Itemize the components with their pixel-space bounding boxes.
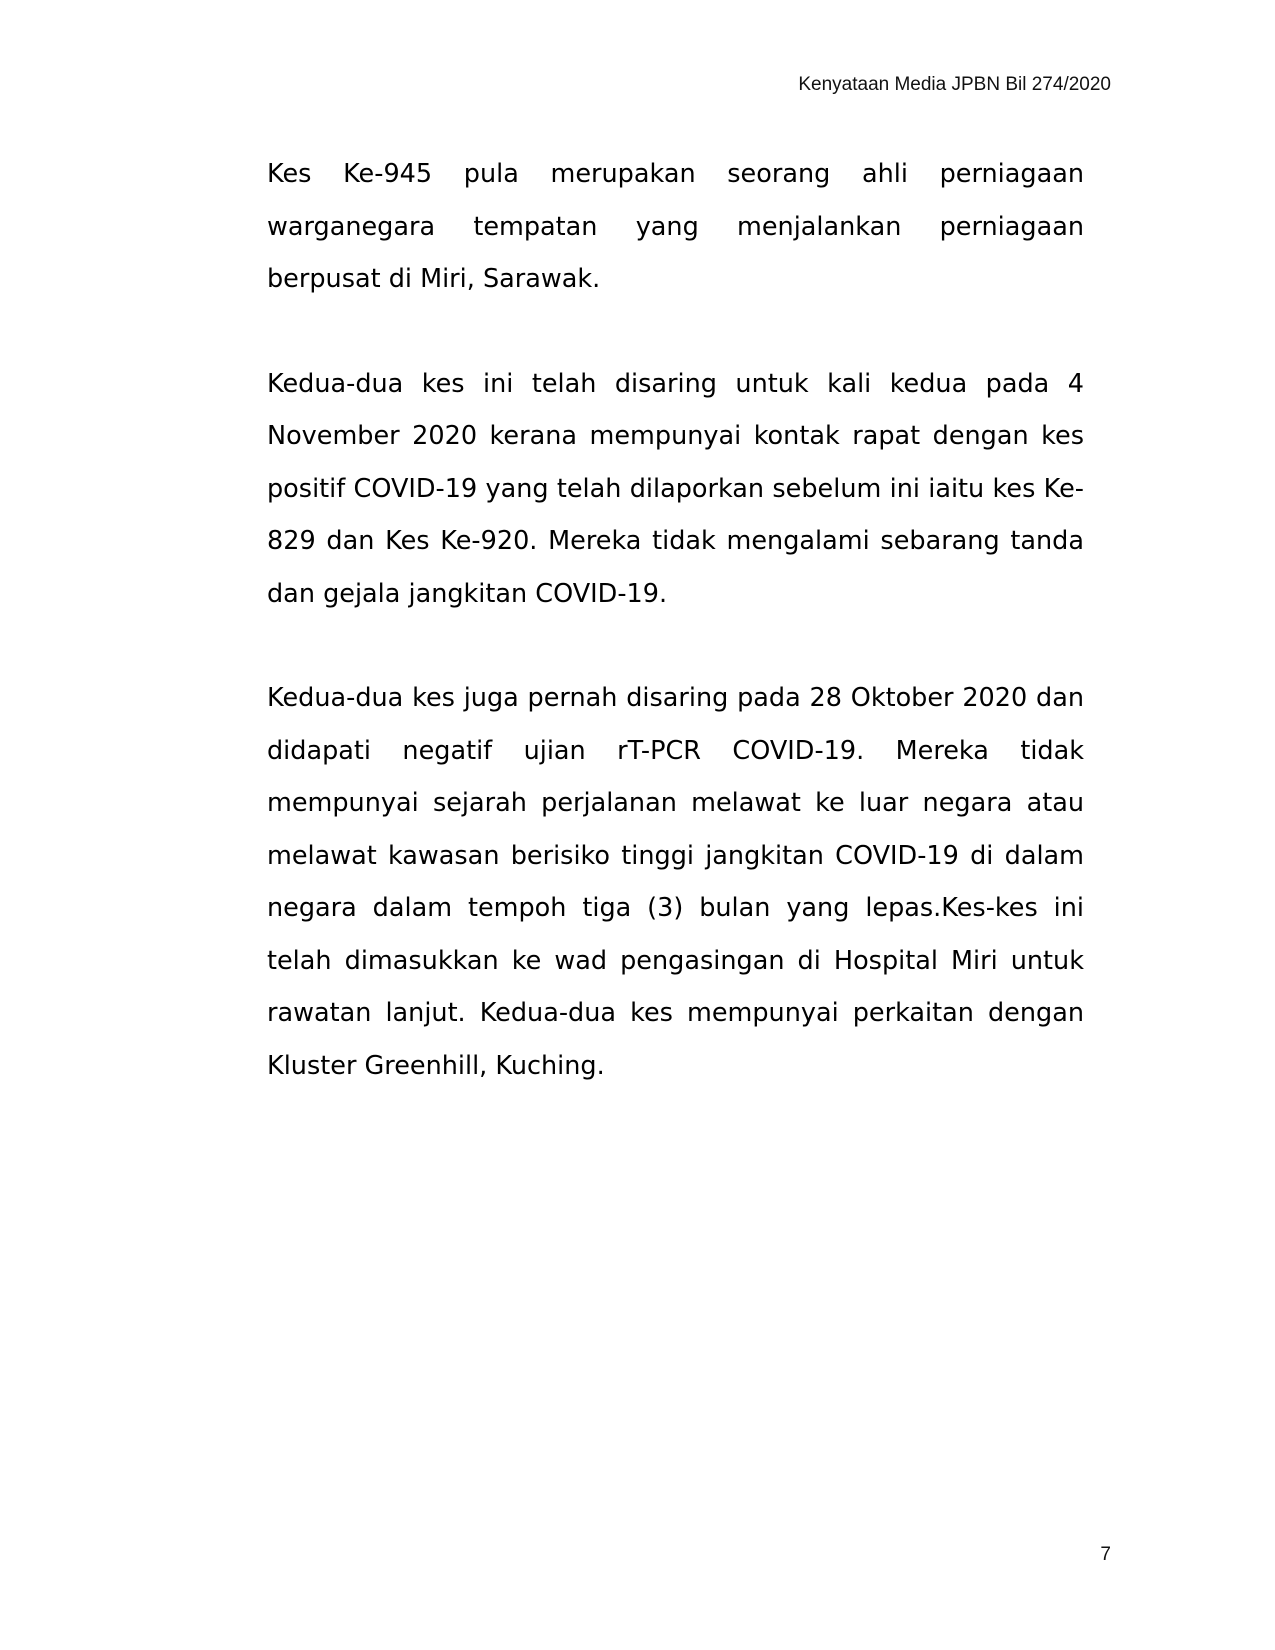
- document-reference-header: Kenyataan Media JPBN Bil 274/2020: [798, 74, 1111, 95]
- paragraph-earlier-screening: Kedua-dua kes juga pernah disaring pada 28 Oktober 2020 dan didapati negatif ujian rT-PCR COVID-19. Mereka tidak mempunyai sejarah perjalanan melawat ke luar negara atau melawat kawasan berisiko tinggi jangkitan COVID-19 di dalam negara dalam tempoh tiga (3) bulan yang lepas.Kes-kes ini telah dimasukkan ke wad pengasingan di Hospital Miri untuk rawatan lanjut. Kedua-dua kes mempunyai perkaitan dengan Kluster Greenhill, Kuching.: [267, 683, 1084, 1081]
- document-body: [267, 148, 1084, 1144]
- paragraph-case-945: Kes Ke-945 pula merupakan seorang ahli perniagaan warganegara tempatan yang menjalankan perniagaan berpusat di Miri, Sarawak.: [267, 159, 1084, 294]
- page-number: 7: [1100, 1544, 1111, 1565]
- paragraph-second-screening: Kedua-dua kes ini telah disaring untuk kali kedua pada 4 November 2020 kerana mempunyai kontak rapat dengan kes positif COVID-19 yang telah dilaporkan sebelum ini iaitu kes Ke-829 dan Kes Ke-920. Mereka tidak mengalami sebarang tanda dan gejala jangkitan COVID-19.: [267, 368, 1084, 609]
